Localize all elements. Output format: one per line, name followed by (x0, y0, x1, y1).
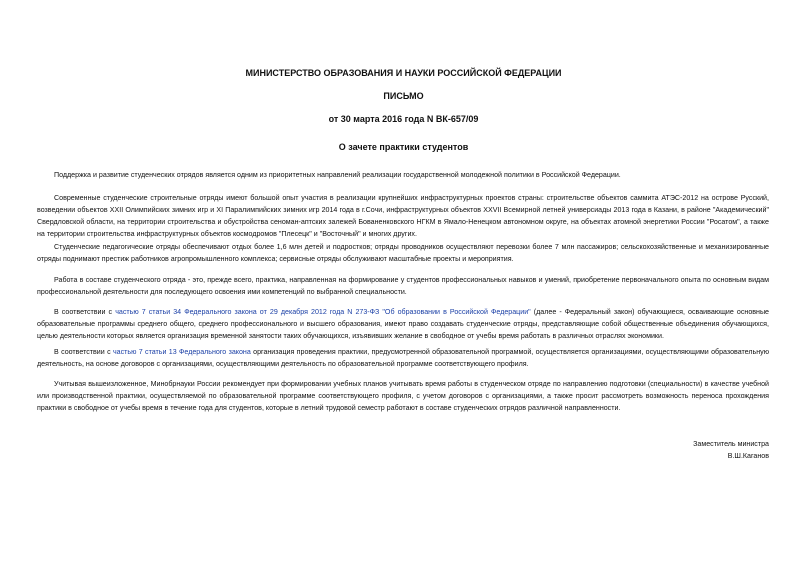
signer-role: Заместитель министра (693, 440, 769, 448)
date-number-heading: от 30 марта 2016 года N ВК-657/09 (328, 114, 479, 124)
paragraph-2: Современные студенческие строительные отряды имеют большой опыт участия в реализации крупнейших инфраструктурных проектов страны: строительстве объектов саммита АТЭС-2012 на острове Русский, возведении объектов XXII Олимпийских зимних игр и XI Паралимпийских зимних игр 2014 года в г.Сочи, инфраструктурных объектов XXVII Всемирной летней универсиады 2013 года в Казани, в районе "Академический" Свердловской области, на территории строительства и обустройства сеноман-аптских залежей Бованенковского НГКМ в Ямало-Ненецком автономном округе, на объектах атомной энергетики России "Росатом", а также на территории строительства инфраструктурных объектов космодромов "Плесецк" и "Восточный" и многих других. (37, 194, 769, 238)
paragraph-6-text-start: В соответствии с (54, 348, 113, 356)
paragraph-6-text-end: организация проведения практики, предусмотренной образовательной программой, осуществляется организациями, осуществляющими образовательную деятельность, на основе договоров с организациями, осуществляющими деятельность по образовательной программе соответствующего профиля. (37, 348, 770, 368)
paragraph-1: Поддержка и развитие студенческих отрядов является одним из приоритетных направлений реализации государственной молодежной политики в Российской Федерации. (54, 171, 621, 179)
ministry-heading: МИНИСТЕРСТВО ОБРАЗОВАНИЯ И НАУКИ РОССИЙСКОЙ ФЕДЕРАЦИИ (245, 68, 562, 78)
signature-block (693, 439, 769, 462)
paragraph-5 (37, 307, 769, 343)
paragraph-7: Учитывая вышеизложенное, Минобрнауки России рекомендует при формировании учебных планов учитывать время работы в студенческом отряде по направлению подготовки (специальности) в качестве учебной или производственной практики, осуществляемой по образовательной программе соответствующего профиля, с учетом договоров с организациями, а также просит рассмотреть возможность переноса прохождения практики в свободное от учебы время в течение года для студентов, которые в летний трудовой семестр работают в составе студенческих отрядов различной направленности. (37, 380, 769, 412)
paragraph-5-text-end: (далее - Федеральный закон) обучающиеся, осваивающие основные образовательные программы среднего общего, среднего профессионального и высшего образования, имеют право создавать студенческие отряды, представляющие собой общественные объединения обучающихся, целью деятельности которых является организация временной занятости таких обучающихся, изъявивших желание в свободное от учебы время работать в различных отраслях экономики. (37, 308, 770, 340)
doc-type-heading: ПИСЬМО (383, 91, 424, 101)
signer-name: В.Ш.Каганов (727, 451, 769, 460)
paragraph-6 (37, 347, 769, 371)
paragraph-5-text-start: В соответствии с (54, 308, 116, 316)
law-article-34-link[interactable]: частью 7 статьи 34 Федерального закона от 29 декабря 2012 года N 273-ФЗ "Об образовании в Российской Федерации" (115, 308, 531, 316)
document-title: О зачете практики студентов (338, 142, 469, 152)
paragraph-4: Работа в составе студенческого отряда - это, прежде всего, практика, направленная на формирование у студентов профессиональных навыков и умений, приобретение первоначального опыта по основным видам профессиональной деятельности для последующего освоения ими компетенций по выбранной специальности. (37, 276, 769, 296)
paragraph-3: Студенческие педагогические отряды обеспечивают отдых более 1,6 млн детей и подростков; отряды проводников осуществляют перевозки более 7 млн пассажиров; сельскохозяйственные и механизированные отряды поднимают престиж работников агропромышленного комплекса; сервисные отряды обслуживают масштабные проекты и мероприятия. (37, 243, 769, 263)
law-article-13-link[interactable]: частью 7 статьи 13 Федерального закона (112, 348, 251, 356)
